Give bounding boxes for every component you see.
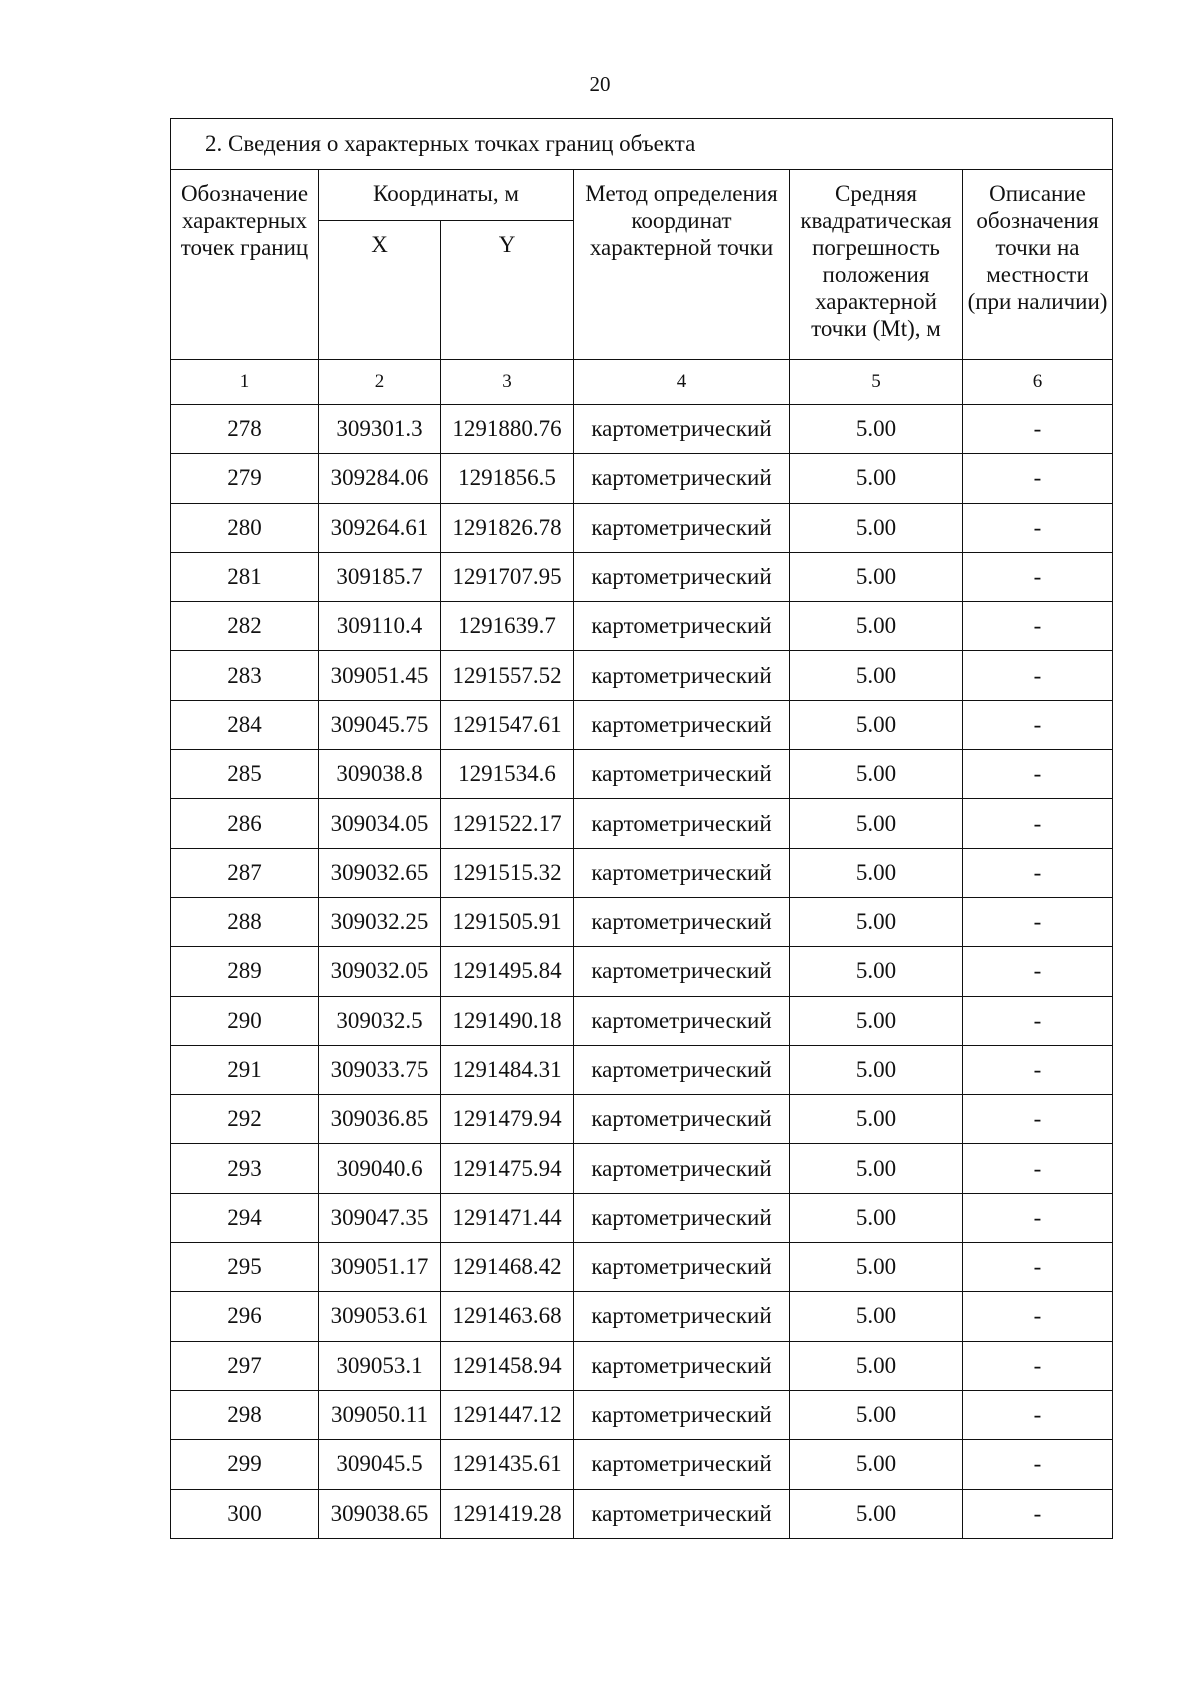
point-cell: 298 — [171, 1390, 319, 1439]
point-cell: 292 — [171, 1095, 319, 1144]
column-numbers-row — [171, 360, 1113, 405]
mt-cell: 5.00 — [790, 651, 963, 700]
x-cell: 309047.35 — [319, 1193, 441, 1242]
y-cell: 1291557.52 — [441, 651, 574, 700]
y-cell: 1291435.61 — [441, 1440, 574, 1489]
method-cell: картометрический — [574, 1292, 790, 1341]
mt-cell: 5.00 — [790, 602, 963, 651]
table-row — [171, 799, 1113, 848]
mt-cell: 5.00 — [790, 1243, 963, 1292]
header-point-designation: Обозначение характерных точек границ — [171, 170, 319, 360]
description-cell: - — [963, 552, 1113, 601]
description-cell: - — [963, 750, 1113, 799]
x-cell: 309038.8 — [319, 750, 441, 799]
mt-cell: 5.00 — [790, 454, 963, 503]
method-cell: картометрический — [574, 602, 790, 651]
table-row — [171, 996, 1113, 1045]
x-cell: 309034.05 — [319, 799, 441, 848]
y-cell: 1291458.94 — [441, 1341, 574, 1390]
column-number: 2 — [319, 360, 441, 405]
header-x: X — [319, 221, 441, 360]
table-body — [171, 405, 1113, 1539]
table-row — [171, 1440, 1113, 1489]
table-row — [171, 651, 1113, 700]
description-cell: - — [963, 1144, 1113, 1193]
mt-cell: 5.00 — [790, 1292, 963, 1341]
mt-cell: 5.00 — [790, 1440, 963, 1489]
method-cell: картометрический — [574, 1243, 790, 1292]
table-row — [171, 1193, 1113, 1242]
y-cell: 1291490.18 — [441, 996, 574, 1045]
header-row — [171, 170, 1113, 221]
table-row — [171, 454, 1113, 503]
method-cell: картометрический — [574, 651, 790, 700]
section-title-row — [171, 119, 1113, 170]
description-cell: - — [963, 454, 1113, 503]
y-cell: 1291471.44 — [441, 1193, 574, 1242]
point-cell: 280 — [171, 503, 319, 552]
table-row — [171, 1095, 1113, 1144]
x-cell: 309051.17 — [319, 1243, 441, 1292]
y-cell: 1291468.42 — [441, 1243, 574, 1292]
x-cell: 309284.06 — [319, 454, 441, 503]
y-cell: 1291522.17 — [441, 799, 574, 848]
point-cell: 287 — [171, 848, 319, 897]
point-cell: 283 — [171, 651, 319, 700]
method-cell: картометрический — [574, 405, 790, 454]
column-number: 1 — [171, 360, 319, 405]
x-cell: 309185.7 — [319, 552, 441, 601]
mt-cell: 5.00 — [790, 996, 963, 1045]
y-cell: 1291447.12 — [441, 1390, 574, 1439]
method-cell: картометрический — [574, 1341, 790, 1390]
point-cell: 293 — [171, 1144, 319, 1193]
description-cell: - — [963, 1292, 1113, 1341]
mt-cell: 5.00 — [790, 405, 963, 454]
point-cell: 279 — [171, 454, 319, 503]
header-description: Описание обозначения точки на местности (при наличии) — [963, 170, 1113, 360]
header-method: Метод определения координат характерной точки — [574, 170, 790, 360]
description-cell: - — [963, 1440, 1113, 1489]
point-cell: 281 — [171, 552, 319, 601]
page-number: 20 — [589, 72, 611, 96]
method-cell: картометрический — [574, 1095, 790, 1144]
table-row — [171, 1292, 1113, 1341]
mt-cell: 5.00 — [790, 552, 963, 601]
y-cell: 1291463.68 — [441, 1292, 574, 1341]
x-cell: 309053.1 — [319, 1341, 441, 1390]
description-cell: - — [963, 1045, 1113, 1094]
x-cell: 309040.6 — [319, 1144, 441, 1193]
x-cell: 309033.75 — [319, 1045, 441, 1094]
mt-cell: 5.00 — [790, 1045, 963, 1094]
description-cell: - — [963, 503, 1113, 552]
x-cell: 309051.45 — [319, 651, 441, 700]
table-row — [171, 848, 1113, 897]
table-row — [171, 947, 1113, 996]
description-cell: - — [963, 947, 1113, 996]
description-cell: - — [963, 1193, 1113, 1242]
x-cell: 309045.5 — [319, 1440, 441, 1489]
description-cell: - — [963, 700, 1113, 749]
table-row — [171, 602, 1113, 651]
section-title: 2. Сведения о характерных точках границ объекта — [171, 119, 1113, 170]
table-row — [171, 1144, 1113, 1193]
header-error: Средняя квадратическая погрешность положения характерной точки (Mt), м — [790, 170, 963, 360]
mt-cell: 5.00 — [790, 897, 963, 946]
point-cell: 290 — [171, 996, 319, 1045]
description-cell: - — [963, 848, 1113, 897]
y-cell: 1291534.6 — [441, 750, 574, 799]
method-cell: картометрический — [574, 1193, 790, 1242]
point-cell: 296 — [171, 1292, 319, 1341]
method-cell: картометрический — [574, 1489, 790, 1538]
table-row — [171, 503, 1113, 552]
method-cell: картометрический — [574, 897, 790, 946]
x-cell: 309032.65 — [319, 848, 441, 897]
y-cell: 1291505.91 — [441, 897, 574, 946]
method-cell: картометрический — [574, 750, 790, 799]
column-number: 4 — [574, 360, 790, 405]
description-cell: - — [963, 1341, 1113, 1390]
point-cell: 286 — [171, 799, 319, 848]
method-cell: картометрический — [574, 1045, 790, 1094]
table-row — [171, 1341, 1113, 1390]
x-cell: 309038.65 — [319, 1489, 441, 1538]
mt-cell: 5.00 — [790, 700, 963, 749]
description-cell: - — [963, 651, 1113, 700]
mt-cell: 5.00 — [790, 848, 963, 897]
x-cell: 309036.85 — [319, 1095, 441, 1144]
y-cell: 1291479.94 — [441, 1095, 574, 1144]
mt-cell: 5.00 — [790, 1390, 963, 1439]
description-cell: - — [963, 1095, 1113, 1144]
column-number: 6 — [963, 360, 1113, 405]
x-cell: 309110.4 — [319, 602, 441, 651]
column-number: 3 — [441, 360, 574, 405]
method-cell: картометрический — [574, 1440, 790, 1489]
point-cell: 285 — [171, 750, 319, 799]
table-row — [171, 405, 1113, 454]
y-cell: 1291707.95 — [441, 552, 574, 601]
header-coordinates: Координаты, м — [319, 170, 574, 221]
point-cell: 300 — [171, 1489, 319, 1538]
method-cell: картометрический — [574, 947, 790, 996]
method-cell: картометрический — [574, 1144, 790, 1193]
mt-cell: 5.00 — [790, 1144, 963, 1193]
point-cell: 278 — [171, 405, 319, 454]
method-cell: картометрический — [574, 503, 790, 552]
x-cell: 309264.61 — [319, 503, 441, 552]
mt-cell: 5.00 — [790, 799, 963, 848]
x-cell: 309032.25 — [319, 897, 441, 946]
table-row — [171, 750, 1113, 799]
mt-cell: 5.00 — [790, 750, 963, 799]
point-cell: 289 — [171, 947, 319, 996]
table-row — [171, 700, 1113, 749]
description-cell: - — [963, 602, 1113, 651]
mt-cell: 5.00 — [790, 503, 963, 552]
method-cell: картометрический — [574, 799, 790, 848]
x-cell: 309032.05 — [319, 947, 441, 996]
x-cell: 309050.11 — [319, 1390, 441, 1439]
x-cell: 309045.75 — [319, 700, 441, 749]
point-cell: 299 — [171, 1440, 319, 1489]
description-cell: - — [963, 1489, 1113, 1538]
y-cell: 1291475.94 — [441, 1144, 574, 1193]
method-cell: картометрический — [574, 454, 790, 503]
mt-cell: 5.00 — [790, 1193, 963, 1242]
description-cell: - — [963, 996, 1113, 1045]
table-row — [171, 552, 1113, 601]
description-cell: - — [963, 405, 1113, 454]
method-cell: картометрический — [574, 1390, 790, 1439]
y-cell: 1291547.61 — [441, 700, 574, 749]
boundary-points-table — [170, 118, 1113, 1539]
description-cell: - — [963, 799, 1113, 848]
mt-cell: 5.00 — [790, 1095, 963, 1144]
description-cell: - — [963, 897, 1113, 946]
point-cell: 284 — [171, 700, 319, 749]
method-cell: картометрический — [574, 848, 790, 897]
y-cell: 1291826.78 — [441, 503, 574, 552]
table-row — [171, 1243, 1113, 1292]
y-cell: 1291495.84 — [441, 947, 574, 996]
mt-cell: 5.00 — [790, 1341, 963, 1390]
table-row — [171, 1489, 1113, 1538]
point-cell: 294 — [171, 1193, 319, 1242]
method-cell: картометрический — [574, 552, 790, 601]
mt-cell: 5.00 — [790, 947, 963, 996]
x-cell: 309301.3 — [319, 405, 441, 454]
table-row — [171, 897, 1113, 946]
y-cell: 1291419.28 — [441, 1489, 574, 1538]
table-row — [171, 1390, 1113, 1439]
table-row — [171, 1045, 1113, 1094]
point-cell: 282 — [171, 602, 319, 651]
y-cell: 1291639.7 — [441, 602, 574, 651]
y-cell: 1291484.31 — [441, 1045, 574, 1094]
description-cell: - — [963, 1243, 1113, 1292]
point-cell: 297 — [171, 1341, 319, 1390]
y-cell: 1291856.5 — [441, 454, 574, 503]
column-number: 5 — [790, 360, 963, 405]
x-cell: 309032.5 — [319, 996, 441, 1045]
y-cell: 1291515.32 — [441, 848, 574, 897]
y-cell: 1291880.76 — [441, 405, 574, 454]
point-cell: 291 — [171, 1045, 319, 1094]
description-cell: - — [963, 1390, 1113, 1439]
method-cell: картометрический — [574, 700, 790, 749]
mt-cell: 5.00 — [790, 1489, 963, 1538]
header-y: Y — [441, 221, 574, 360]
point-cell: 288 — [171, 897, 319, 946]
x-cell: 309053.61 — [319, 1292, 441, 1341]
point-cell: 295 — [171, 1243, 319, 1292]
method-cell: картометрический — [574, 996, 790, 1045]
